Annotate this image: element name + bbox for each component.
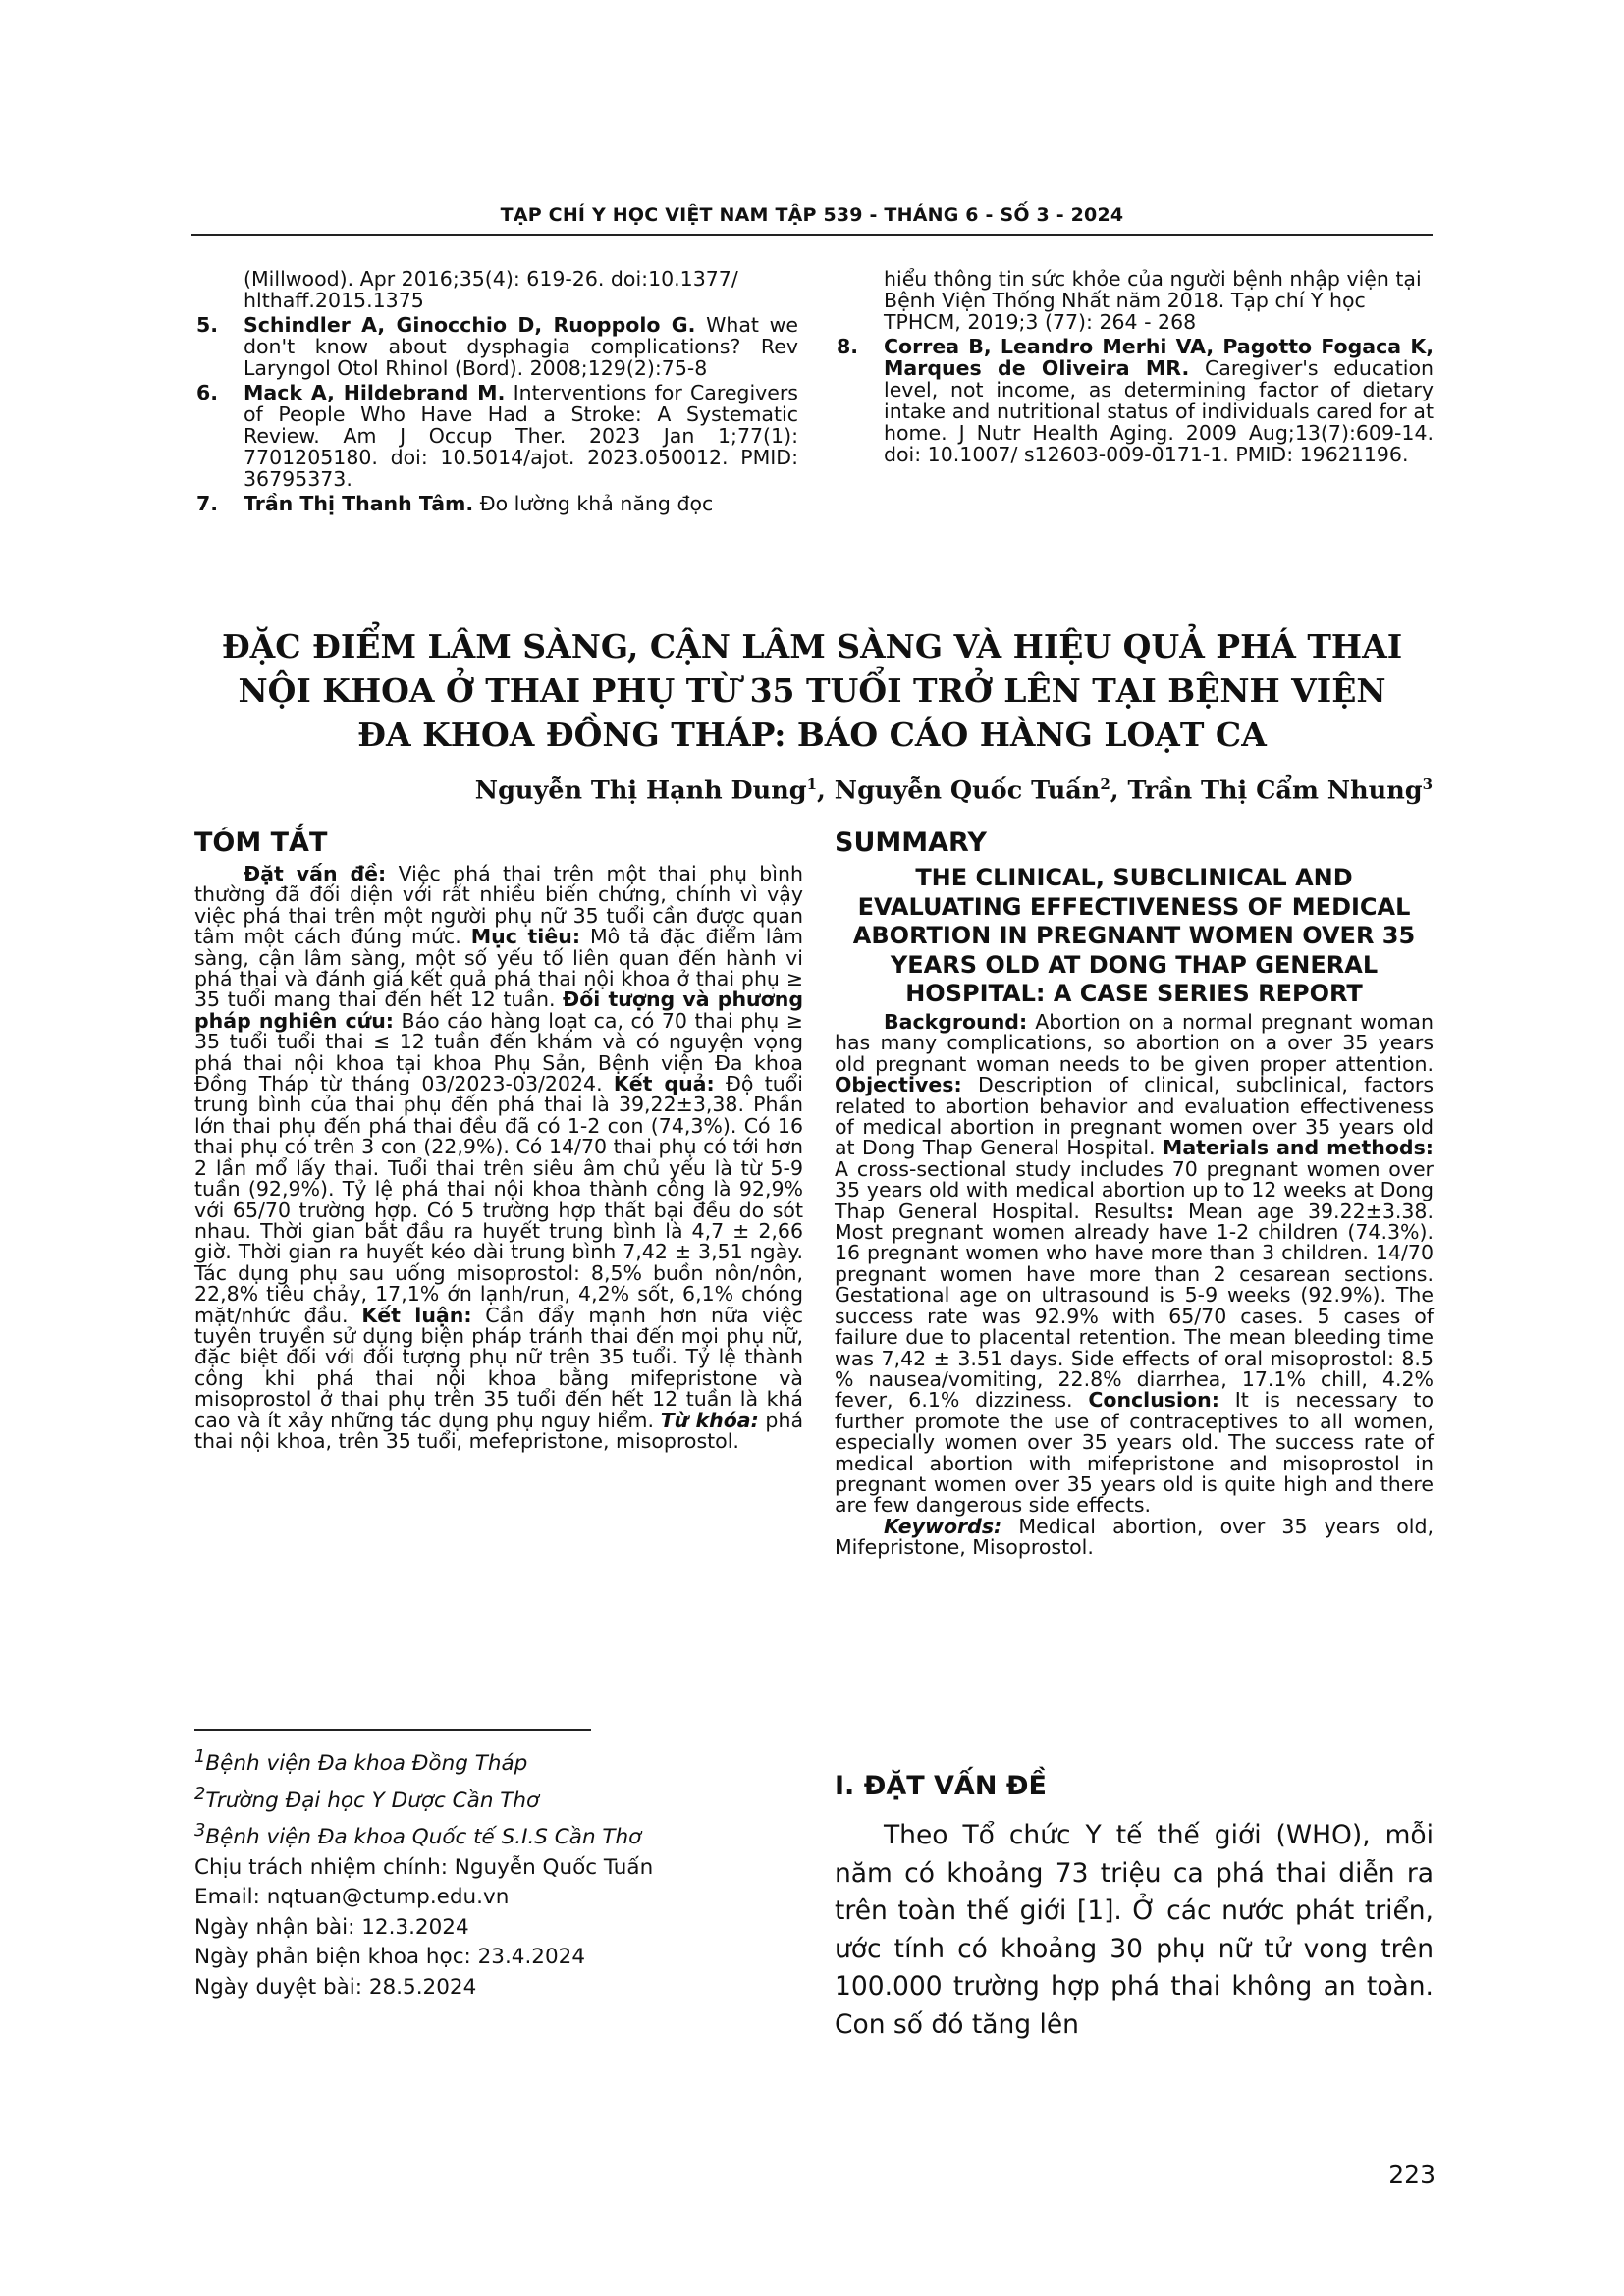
reference-5 (196, 313, 799, 380)
reference-number: 7. (196, 492, 219, 515)
journal-header: TẠP CHÍ Y HỌC VIỆT NAM TẬP 539 - THÁNG 6 - SỐ 3 - 2024 (500, 204, 1124, 226)
accepted-date: Ngày duyệt bài: 28.5.2024 (194, 1974, 477, 2000)
abstract-text: Việc phá thai trên một thai phụ bình thường đã đối diện với rất nhiều biến chứng, chính vì vậy việc phá thai trên một người phụ nữ 35 tuổi cần được quan tâm một cách đúng mức. (194, 862, 803, 949)
title-line: ĐẶC ĐIỂM LÂM SÀNG, CẬN LÂM SÀNG VÀ HIỆU QUẢ PHÁ THAI (221, 627, 1403, 666)
received-date: Ngày nhận bài: 12.3.2024 (194, 1914, 469, 1940)
affiliation-text: Trường Đại học Y Dược Cần Thơ (205, 1788, 540, 1813)
author-affiliation-mark: 3 (1422, 775, 1433, 793)
references-left (196, 267, 799, 515)
review-date: Ngày phản biện khoa học: 23.4.2024 (194, 1945, 586, 1970)
reference-cont: hiểu thông tin sức khỏe của người bệnh nhập viện tại Bệnh Viện Thống Nhất năm 2018. Tạp chí Y học TPHCM, 2019;3 (77): 264 - 268 (884, 267, 1422, 334)
abstract-en-heading: SUMMARY (835, 828, 987, 858)
reference-number: 6. (196, 381, 219, 404)
abstract-label: Materials and methods: (1162, 1136, 1434, 1160)
reference-authors: Trần Thị Thanh Tâm. (244, 492, 474, 515)
corresponding-author: Chịu trách nhiệm chính: Nguyễn Quốc Tuấn (194, 1854, 654, 1880)
author-affiliation-mark: 1 (806, 775, 818, 793)
author-name: Nguyễn Quốc Tuấn (834, 775, 1101, 806)
abstract-vi-paragraph (194, 864, 803, 1452)
abstract-text: Mô tả đặc điểm lâm sàng, cận lâm sàng, một số yếu tố liên quan đến hành vi phá thai và đánh giá kết quả phá thai nội khoa ở thai phụ ≥ 35 tuổi mang thai đến hết 12 tuần. (194, 925, 803, 1012)
abstract-text: Description of clinical, subclinical, factors related to abortion behavior and evaluation effectiveness of medical abortion in pregnant women over 35 years old at Dong Thap General Hospital. (835, 1073, 1434, 1160)
reference-authors: Correa B, Leandro Merhi VA, Pagotto Fogaca K, Marques de Oliveira MR. (884, 335, 1434, 380)
keywords-label: Keywords: (884, 1514, 1002, 1538)
affiliation (194, 1742, 803, 1780)
reference-6 (196, 381, 798, 491)
author-name: Trần Thị Cẩm Nhung (1127, 775, 1423, 806)
author-list (475, 775, 1433, 806)
keywords-text: Medical abortion, over 35 years old, Mifepristone, Misoprostol. (835, 1514, 1434, 1560)
affiliation-mark: 3 (194, 1820, 206, 1842)
affiliation-text: Bệnh viện Đa khoa Quốc tế S.I.S Cần Thơ (205, 1825, 642, 1850)
author-name: Nguyễn Thị Hạnh Dung (474, 775, 807, 806)
reference-8 (837, 335, 1434, 466)
abstract-label: Objectives: (835, 1073, 962, 1097)
reference-text: Caregiver's education level, not income, as determining factor of dietary intake and nutritional status of individuals cared for at home. J Nutr Health Aging. 2009 Aug;13(7):609-14. doi: 10.1007/ s12603-009-0171-1. PMID: 19621196. (884, 356, 1434, 466)
abstract-vi-body (194, 864, 803, 1452)
keywords-text: phá thai nội khoa, trên 35 tuổi, mefepristone, misoprostol. (194, 1408, 804, 1453)
title-line: ĐA KHOA ĐỒNG THÁP: BÁO CÁO HÀNG LOẠT CA (357, 716, 1267, 754)
abstract-text: Độ tuổi trung bình của thai phụ đến phá thai là 39,22±3,38. Phần lớn thai phụ đến phá thai đều đã có 1-2 con (74,3%). Có 16 thai phụ có trên 3 con (22,9%). Có 14/70 thai phụ có tới hơn 2 lần mổ lấy thai. Tuổi thai trên siêu âm chủ yếu là từ 5-9 tuần (92,9%). Tỷ lệ phá thai nội khoa thành công là 92,9% với 65/70 trường hợp. Có 5 trường hợp thất bại đều do sót nhau. Thời gian bắt đầu ra huyết trung bình là 4,7 ± 2,66 giờ. Thời gian ra huyết kéo dài trung bình 7,42 ± 3,51 ngày. Tác dụng phụ sau uống misoprostol: 8,5% buồn nôn/nôn, 22,8% tiêu chảy, 17,1% ớn lạnh/run, 4,2% sốt, 6,1% chóng mặt/nhức đầu. (194, 1072, 803, 1327)
abstract-label: Đặt vấn đề: (244, 862, 387, 885)
abstract-text: Báo cáo hàng loạt ca, có 70 thai phụ ≥ 35 tuổi tuổi thai ≤ 12 tuần đến khám và có nguyện vọng phá thai nội khoa tại khoa Phụ Sản, Bệnh viện Đa khoa Đồng Tháp từ tháng 03/2023-03/2024. (194, 1008, 803, 1096)
abstract-en-title: THE CLINICAL, SUBCLINICAL AND EVALUATING EFFECTIVENESS OF MEDICAL ABORTION IN PREGNANT WOMEN OVER 35 YEARS OLD AT DONG THAP GENERAL HOSPITAL: A CASE SERIES REPORT (852, 864, 1416, 1007)
footnotes (194, 1742, 803, 2002)
reference-authors: Schindler A, Ginocchio D, Ruoppolo G. (244, 313, 696, 337)
reference-text: Đo lường khả năng đọc (473, 492, 714, 515)
affiliation (194, 1780, 803, 1817)
abstract-label: Đối tượng và phương pháp nghiên cứu: (194, 988, 803, 1033)
author-separator: , (817, 775, 835, 806)
page-number: 223 (1388, 2161, 1435, 2189)
keywords-label: Từ khóa: (660, 1408, 759, 1432)
section-heading: I. ĐẶT VẤN ĐỀ (835, 1771, 1047, 1801)
references-right (837, 267, 1434, 466)
section-text (835, 1817, 1434, 2044)
abstract-label: : (1165, 1199, 1175, 1223)
reference-authors: Mack A, Hildebrand M. (244, 381, 506, 404)
abstract-text: It is necessary to further promote the use of contraceptives to all women, especially women over 35 years old. The success rate of medical abortion with mifepristone and misoprostol in pregnant women over 35 years old is quite high and there are few dangerous side effects. (835, 1388, 1434, 1518)
reference-7 (196, 492, 798, 515)
affiliation (194, 1816, 803, 1853)
section-paragraph: Theo Tổ chức Y tế thế giới (WHO), mỗi năm có khoảng 73 triệu ca phá thai diễn ra trên toàn thế giới [1]. Ở các nước phát triển, ước tính có khoảng 30 phụ nữ tử vong trên 100.000 trường hợp phá thai không an toàn. Con số đó tăng lên (835, 1820, 1434, 2040)
title-line: NỘI KHOA Ở THAI PHỤ TỪ 35 TUỔI TRỞ LÊN TẠI BỆNH VIỆN (238, 671, 1386, 710)
abstract-en-body (835, 1012, 1434, 1559)
abstract-label: Conclusion: (1088, 1388, 1219, 1413)
article-title (191, 624, 1433, 757)
abstract-label: Kết luận: (361, 1303, 472, 1327)
reference-number: 5. (196, 313, 219, 337)
header-rule (191, 234, 1433, 236)
affiliation-mark: 1 (194, 1746, 206, 1767)
author-separator: , (1110, 775, 1128, 806)
abstract-vi-heading: TÓM TẮT (194, 828, 328, 858)
author-affiliation-mark: 2 (1100, 775, 1110, 793)
reference-text: Interventions for Caregivers of People Who Have Had a Stroke: A Systematic Review. Am J Occup Ther. 2023 Jan 1;77(1): 7701205180. doi: 10.5014/ajot. 2023.050012. PMID: 36795373. (244, 381, 798, 491)
affiliation-mark: 2 (194, 1783, 206, 1804)
reference-text: What we don't know about dysphagia complications? Rev Laryngol Otol Rhinol (Bord). 2008;129(2):75-8 (244, 313, 799, 380)
abstract-label: Background: (884, 1010, 1028, 1034)
abstract-text: A cross-sectional study includes 70 pregnant women over 35 years old with medical abortion up to 12 weeks at Dong Thap General Hospital. Results (835, 1156, 1434, 1223)
email: Email: nqtuan@ctump.edu.vn (194, 1885, 510, 1910)
abstract-text: Mean age 39.22±3.38. Most pregnant women already have 1-2 children (74.3%). 16 pregnant women who have more than 3 children. 14/70 pregnant women have more than 2 cesarean sections. Gestational age on ultrasound is 5-9 weeks (92.9%). The success rate was 92.9% with 65/70 cases. 5 cases of failure due to placental retention. The mean bleeding time was 7,42 ± 3.51 days. Side effects of oral misoprostol: 8.5 % nausea/vomiting, 22.8% diarrhea, 17.1% chill, 4.2% fever, 6.1% dizziness. (835, 1199, 1434, 1413)
abstract-en-keywords (835, 1514, 1434, 1560)
abstract-en-paragraph (835, 1012, 1434, 1517)
abstract-label: Mục tiêu: (470, 925, 581, 949)
footnote-rule (194, 1729, 591, 1731)
reference-number: 8. (837, 335, 859, 358)
affiliation-text: Bệnh viện Đa khoa Đồng Tháp (205, 1751, 528, 1777)
abstract-label: Kết quả: (613, 1072, 715, 1096)
abstract-text: Abortion on a normal pregnant woman has many complications, so abortion on a over 35 years old pregnant woman needs to be given proper attention. (835, 1010, 1434, 1076)
abstract-text: Cần đẩy mạnh hơn nữa việc tuyên truyền sử dụng biện pháp tránh thai đến mọi phụ nữ, đặc biệt đối với đối tượng phụ nữ trên 35 tuổi. Tỷ lệ thành công khi phá thai nội khoa bằng mifepristone và misoprostol ở thai phụ trên 35 tuổi đến hết 12 tuần là khá cao và ít xảy những tác dụng phụ nguy hiểm. (194, 1303, 803, 1432)
reference-cont: (Millwood). Apr 2016;35(4): 619-26. doi:10.1377/ hlthaff.2015.1375 (244, 267, 738, 312)
